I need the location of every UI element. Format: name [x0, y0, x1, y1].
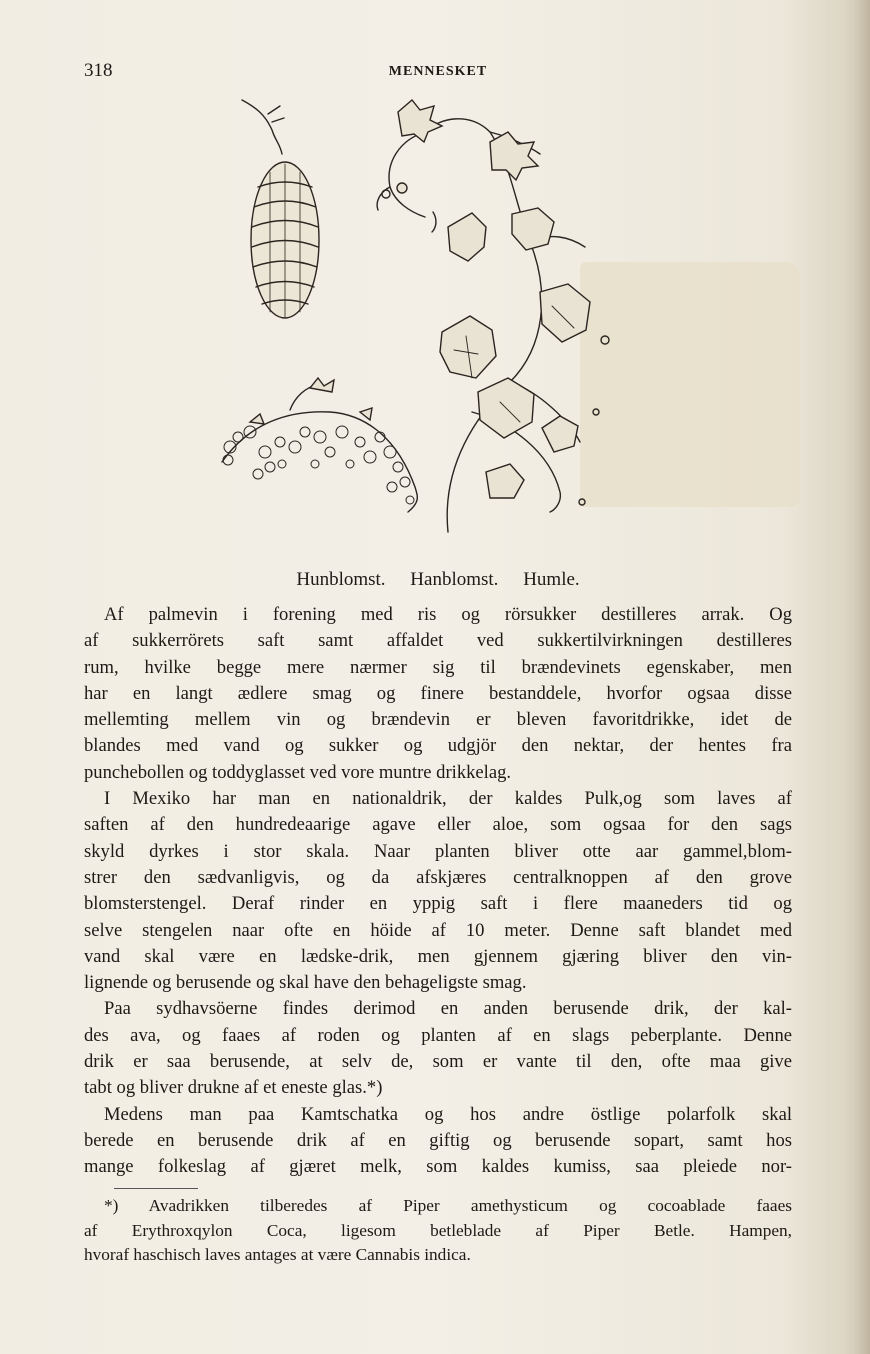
text-line: blandes med vand og sukker og udgjör den nektar, der hentes fra — [84, 735, 792, 757]
text-line: Af palmevin i forening med ris og rörsukker destilleres arrak. Og — [104, 604, 792, 625]
text-line: rum, hvilke begge mere nærmer sig til brændevinets egenskaber, men — [84, 656, 792, 678]
text-line: skyld dyrkes i stor skala. Naar planten bliver otte aar gammel,blom- — [84, 840, 792, 862]
text-line: lignende og berusende og skal have den behageligste smag. — [84, 972, 527, 994]
hop-plant-illustration — [210, 92, 650, 542]
hop-illustration-svg — [210, 92, 650, 542]
text-line: vand skal være en lædske-drik, men gjennem gjæring bliver den vin- — [84, 945, 792, 967]
text-line: strer den sædvanligvis, og da afskjæres centralknoppen af den grove — [84, 866, 792, 888]
text-line: drik er saa berusende, at selv de, som er vante til den, ofte maa give — [84, 1051, 792, 1073]
caption-hops: Humle. — [523, 569, 580, 590]
page-edge — [852, 0, 870, 1354]
female-hop-cone-drawing — [242, 100, 319, 318]
footnote-divider — [114, 1188, 198, 1189]
footnote — [84, 1194, 792, 1268]
caption-male-flower: Hanblomst. — [410, 569, 499, 590]
text-line: mange folkeslag af gjæret melk, som kaldes kumiss, saa pleiede nor- — [84, 1156, 792, 1178]
footnote-line: af Erythroxqylon Coca, ligesom betleblade af Piper Betle. Hampen, — [84, 1220, 792, 1240]
footnote-line: *) Avadrikken tilberedes af Piper amethysticum og cocoablade faaes — [104, 1196, 792, 1215]
running-title: MENNESKET — [388, 64, 488, 79]
text-line: berede en berusende drik af en giftig og berusende sopart, samt hos — [84, 1129, 792, 1151]
text-line: har en langt ædlere smag og finere bestanddele, hvorfor ogsaa disse — [84, 682, 792, 704]
text-line: selve stengelen naar ofte en höide af 10 meter. Denne saft blandet med — [84, 919, 792, 941]
footnote-line: hvoraf haschisch laves antages at være Cannabis indica. — [84, 1245, 471, 1264]
text-line: af sukkerrörets saft samt affaldet ved sukkertilvirkningen destilleres — [84, 630, 792, 652]
text-line: I Mexiko har man en nationaldrik, der kaldes Pulk,og som laves af — [104, 788, 792, 810]
body-text — [84, 602, 792, 1181]
figure-caption — [84, 569, 792, 591]
text-line: Paa sydhavsöerne findes derimod en anden berusende drik, der kal- — [104, 998, 792, 1020]
page-number: 318 — [84, 60, 113, 81]
text-line: saften af den hundredeaarige agave eller aloe, som ogsaa for den sags — [84, 814, 792, 836]
male-hop-flower-drawing — [222, 378, 417, 512]
hop-vine-drawing — [377, 100, 609, 532]
text-line: blomsterstengel. Deraf rinder en yppig saft i flere maaneders tid og — [84, 893, 792, 915]
caption-female-flower: Hunblomst. — [296, 569, 386, 590]
text-line: Medens man paa Kamtschatka og hos andre östlige polarfolk skal — [104, 1103, 792, 1125]
text-line: des ava, og faaes af roden og planten af en slags peberplante. Denne — [84, 1024, 792, 1046]
text-line: punchebollen og toddyglasset ved vore muntre drikkelag. — [84, 761, 512, 783]
page-header — [84, 60, 792, 84]
text-line: mellemting mellem vin og brændevin er bleven favoritdrikke, idet de — [84, 709, 792, 731]
text-line: tabt og bliver drukne af et eneste glas.*) — [84, 1077, 383, 1099]
